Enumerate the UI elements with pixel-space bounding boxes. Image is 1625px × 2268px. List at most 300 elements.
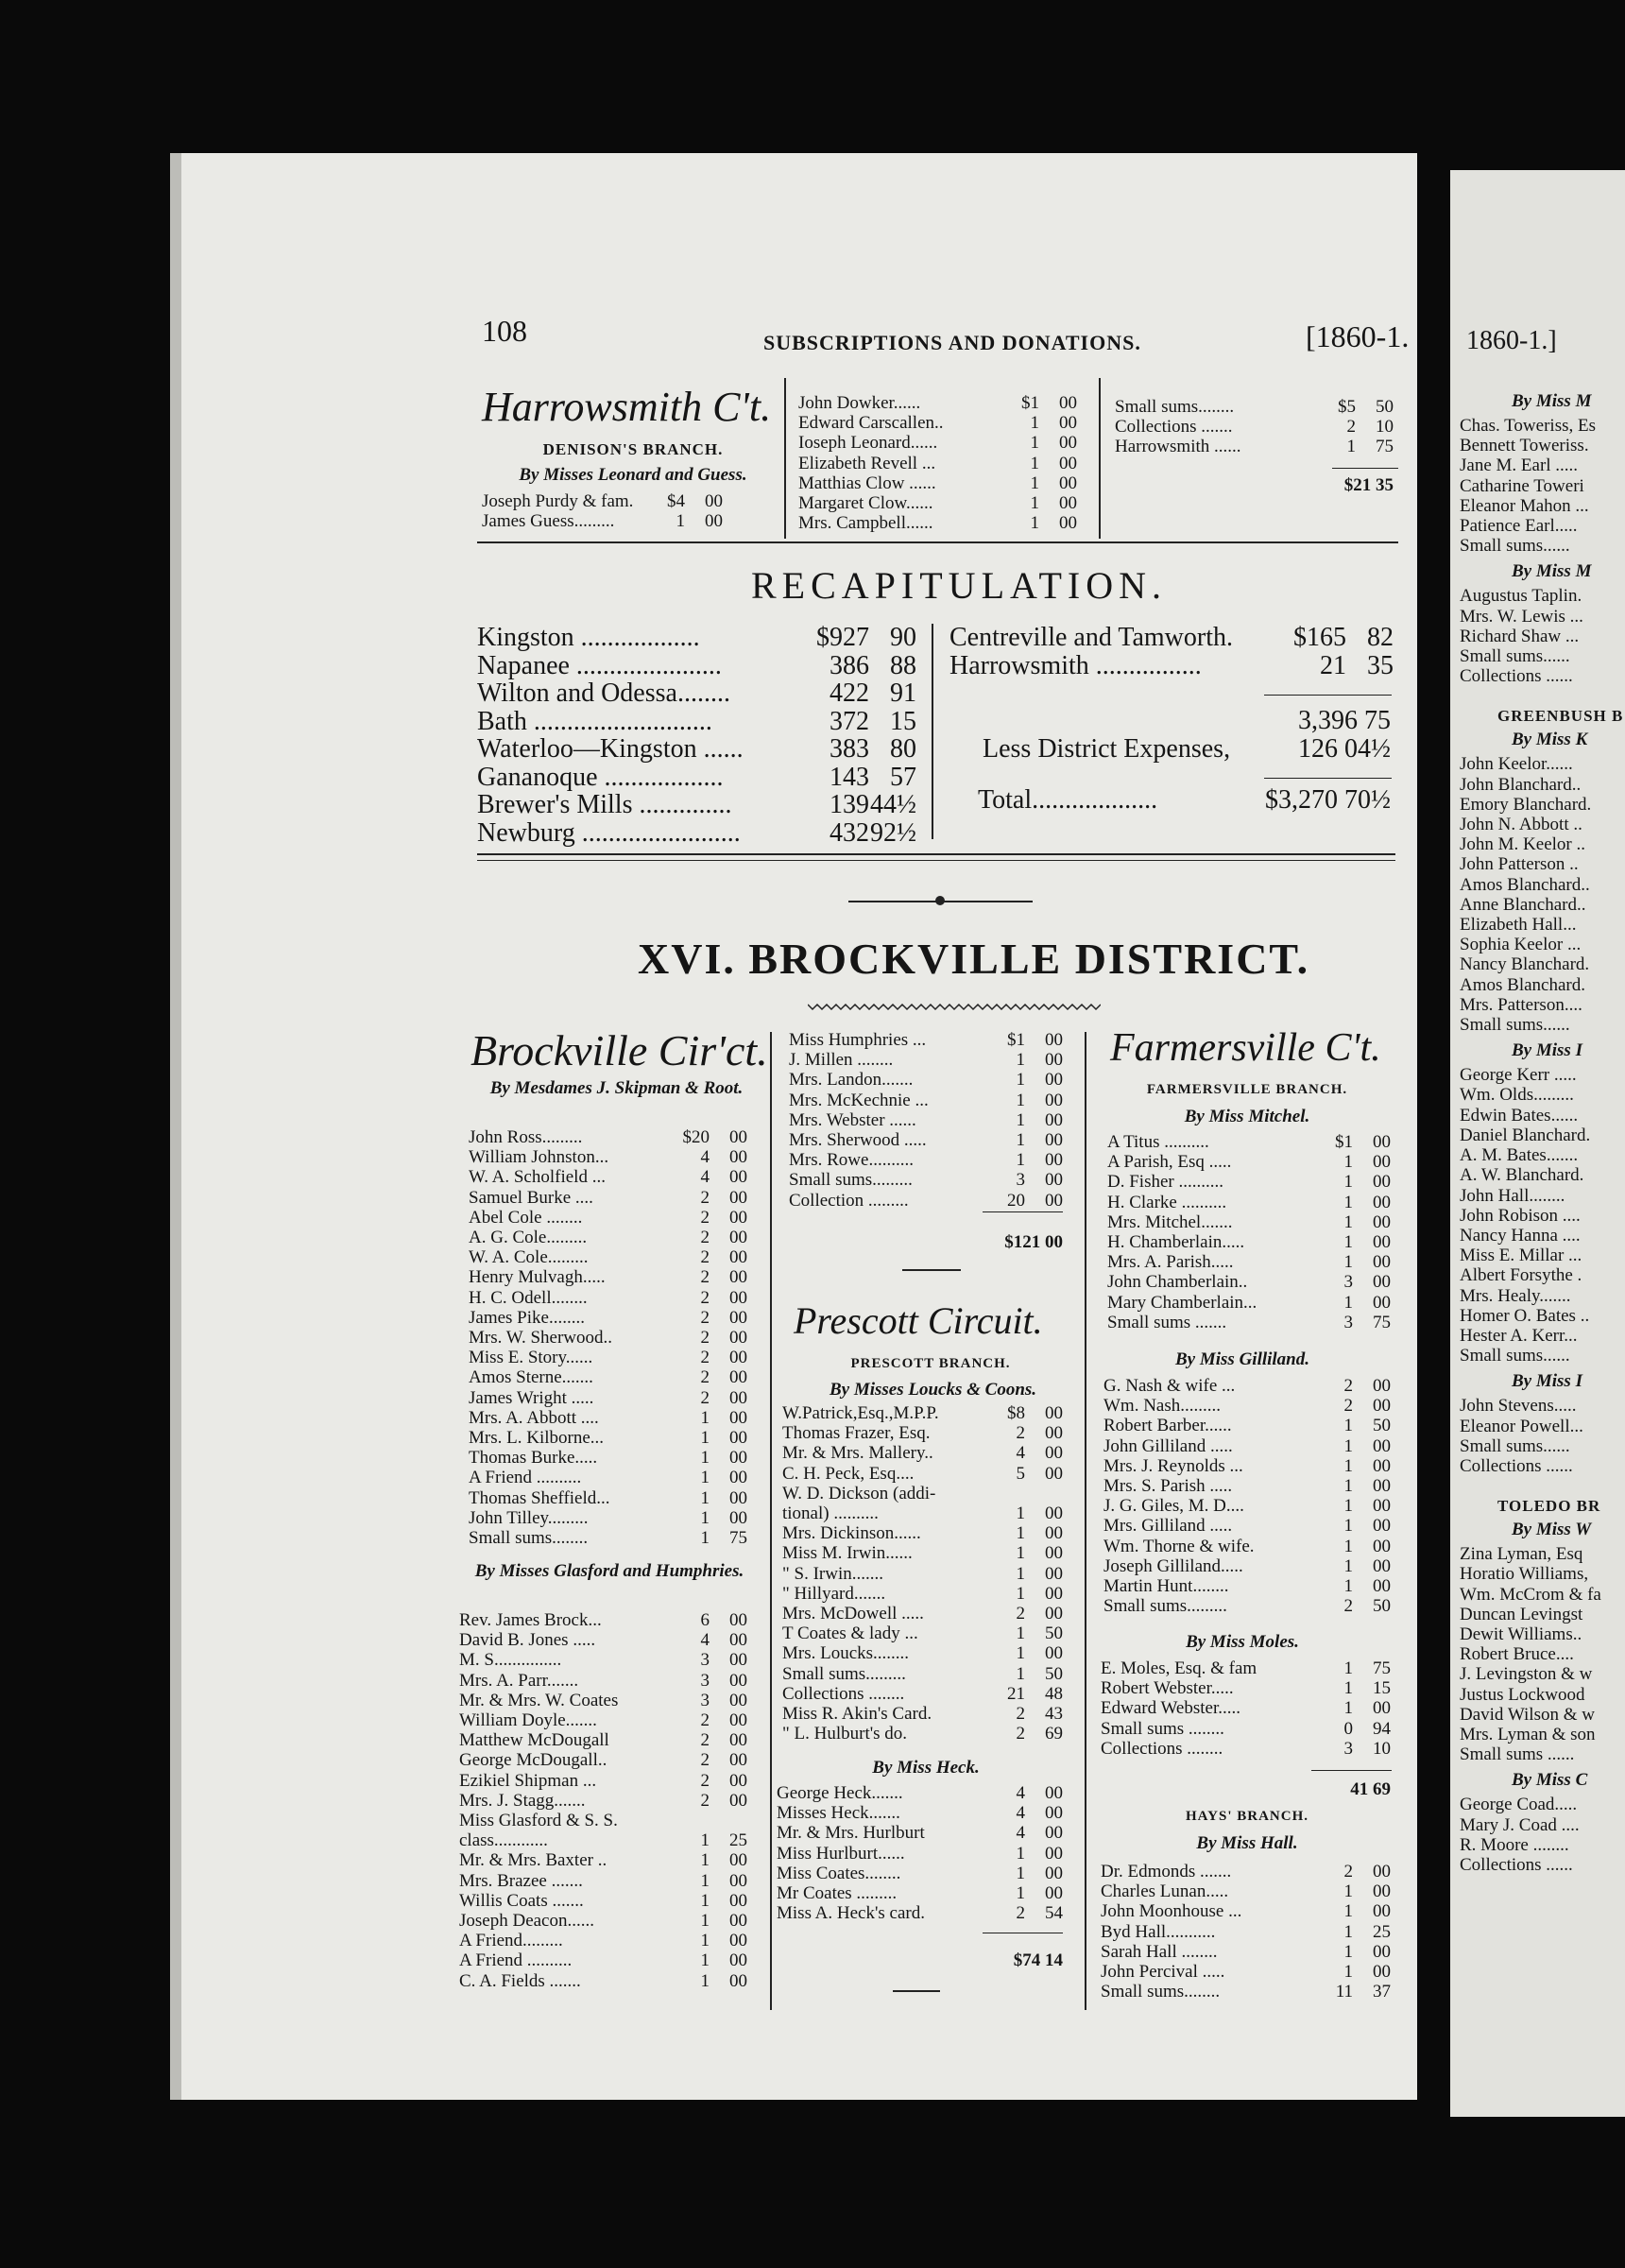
entry-dollars: 1 [700,1487,710,1508]
list-item [482,491,723,511]
entry-dollars: $1 [1007,1030,1025,1050]
entry-name: M. S............... [459,1650,562,1671]
entry-name: A. G. Cole......... [469,1228,588,1248]
entry-name: Thomas Burke..... [469,1448,598,1469]
entry-cents: 00 [1045,1503,1063,1524]
list-item [1103,1596,1391,1616]
entry-dollars: 1 [1016,1863,1025,1883]
entry-name: A Friend .......... [469,1468,582,1488]
entry-cents: 00 [729,1348,747,1368]
list-item: George Kerr ..... [1460,1065,1577,1086]
entry-cents: 00 [729,1911,747,1932]
list-item [469,1247,747,1267]
list-item: Chas. Toweriss, Es [1460,416,1596,436]
list-item [459,1730,747,1750]
entry-dollars: 4 [1016,1823,1025,1844]
entry-dollars: 11 [1335,1982,1353,2002]
list-item [1103,1496,1391,1516]
harrowsmith-collectors: By Misses Leonard and Guess. [519,465,747,485]
entry-dollars: 1 [1030,513,1039,534]
entry-name: Willis Coats ....... [459,1890,584,1911]
entry-dollars: 143 [830,762,869,792]
entry-cents: 10 [1373,1738,1391,1759]
prescott-list-1 [782,1403,1063,1744]
entry-dollars: 1 [1343,1435,1353,1456]
entry-cents: 00 [1373,1455,1391,1476]
entry-cents: 00 [1373,1435,1391,1456]
list-item: Miss E. Millar ... [1460,1246,1582,1266]
list-item [469,1428,747,1448]
brockville-list-2 [459,1610,747,1991]
list-item [1107,1252,1391,1272]
list-item: A. W. Blanchard. [1460,1165,1584,1186]
entry-name: Sarah Hall ........ [1101,1941,1218,1962]
entry-dollars: 2 [1016,1604,1025,1624]
entry-name: John Tilley......... [469,1507,589,1528]
list-item [777,1864,1063,1883]
entry-name: W.Patrick,Esq.,M.P.P. [782,1403,939,1423]
harrowsmith-col1 [482,491,723,531]
entry-dollars: $4 [667,491,685,511]
list-item [469,1167,747,1187]
entry-name: Miss M. Irwin...... [782,1543,913,1564]
list-item [789,1150,1063,1170]
list-item [469,1367,747,1387]
entry-cents: 00 [705,491,723,511]
entry-cents: 44½ [870,790,916,819]
entry-cents: 00 [1373,1396,1391,1417]
entry-name: W. A. Scholfield ... [469,1167,606,1188]
list-item: Small sums...... [1460,1346,1570,1366]
entry-dollars: 1 [1343,1941,1353,1962]
entry-name: James Wright ..... [469,1387,594,1408]
entry-name: Miss Humphries ... [789,1030,927,1050]
entry-cents: 50 [1373,1596,1391,1617]
farmersville-list-2 [1103,1376,1391,1616]
entry-dollars: 1 [1016,1130,1025,1151]
recap-left [477,624,916,847]
list-item [459,1691,747,1710]
entry-dollars: 1 [700,1890,710,1911]
entry-name: Amos Sterne....... [469,1367,593,1388]
entry-dollars: 1 [1016,1070,1025,1091]
entry-name: tional) .......... [782,1503,879,1524]
list-item [782,1604,1063,1624]
list-item [459,1950,747,1970]
entry-dollars: 1 [1343,1152,1353,1173]
list-item [789,1110,1063,1130]
header-year: [1860-1. [1306,319,1410,353]
entry-name: Mrs. Loucks........ [782,1643,910,1664]
list-item [469,1408,747,1428]
list-item [469,1228,747,1247]
entry-dollars: 1 [1343,1496,1353,1517]
list-item [798,473,1077,493]
entry-name: Miss Coates........ [777,1863,901,1883]
entry-cents: 00 [1045,1423,1063,1444]
entry-cents: 00 [729,1407,747,1428]
collectors-label: By Miss W [1512,1520,1592,1540]
list-item [798,393,1077,413]
entry-dollars: 1 [1030,413,1039,434]
entry-dollars: $927 [816,623,869,652]
entry-cents: 54 [1045,1903,1063,1924]
list-item [477,708,916,736]
list-item [949,624,1394,652]
entry-cents: 43 [1045,1704,1063,1725]
entry-cents: 00 [729,1770,747,1791]
entry-cents: 57 [890,762,916,792]
entry-dollars: 2 [1343,1862,1353,1881]
list-item [1107,1313,1391,1332]
entry-dollars: 4 [700,1167,710,1188]
entry-dollars: 5 [1016,1463,1025,1484]
list-item: Mary J. Coad .... [1460,1814,1580,1835]
entry-name: A Parish, Esq ..... [1107,1152,1232,1173]
entry-name: Collections ........ [782,1683,905,1704]
right-list [1460,754,1625,1035]
list-item: Elizabeth Hall... [1460,915,1577,936]
sum-rule [1332,468,1398,469]
entry-name: Kingston .................. [477,624,700,652]
entry-name: Newburg ........................ [477,818,741,847]
entry-name: Henry Mulvagh..... [469,1267,606,1288]
section-rule [477,860,1395,861]
divider [1099,378,1101,539]
list-item [1101,1881,1391,1901]
list-item [469,1448,747,1468]
list-item [798,433,1077,453]
prescott-branch: PRESCOTT BRANCH. [850,1356,1011,1371]
entry-name: H. Chamberlain..... [1107,1232,1245,1253]
entry-name: Mrs. McKechnie ... [789,1090,929,1110]
list-item [782,1584,1063,1604]
entry-dollars: 3 [1016,1170,1025,1191]
entry-dollars: 1 [1343,1455,1353,1476]
entry-name: D. Fisher .......... [1107,1172,1223,1193]
entry-cents: 00 [1373,1211,1391,1232]
entry-dollars: 2 [700,1750,710,1771]
entry-name: Mary Chamberlain... [1107,1292,1257,1313]
entry-dollars: 3 [1343,1272,1353,1293]
list-item: Zina Lyman, Esq [1460,1544,1583,1565]
entry-name: Miss E. Story...... [469,1348,593,1368]
entry-dollars: 139 [830,790,869,819]
list-item [777,1823,1063,1843]
list-item [459,1850,747,1870]
entry-dollars: 1 [1343,1881,1353,1902]
brockville-collectors-2: By Misses Glasford and Humphries. [474,1561,744,1581]
entry-cents: 00 [1373,1252,1391,1273]
list-item: Small sums ...... [1460,1744,1575,1765]
entry-cents: 00 [1373,1132,1391,1152]
entry-cents: 00 [1373,1516,1391,1537]
entry-cents: 35 [1367,650,1394,680]
entry-cents: 88 [890,650,916,680]
entry-name: Mrs. J. Stagg....... [459,1790,586,1811]
entry-name: Mrs. A. Parish..... [1107,1252,1234,1273]
entry-cents: 90 [890,623,916,652]
list-item [789,1170,1063,1190]
entry-cents: 00 [1045,1843,1063,1864]
entry-name: class............ [459,1830,548,1851]
list-item: Robert Bruce.... [1460,1644,1574,1665]
entry-cents: 00 [729,1890,747,1911]
entry-cents: 37 [1373,1982,1391,2002]
list-item [459,1811,747,1830]
entry-dollars: 3 [700,1650,710,1671]
prescott-collectors-2: By Miss Heck. [872,1758,980,1778]
entry-dollars: 2 [700,1730,710,1751]
entry-name: Wilton and Odessa........ [477,679,730,708]
entry-name: Miss Hurlburt...... [777,1843,905,1864]
list-item: Dewit Williams.. [1460,1624,1582,1644]
entry-cents: 00 [1045,1823,1063,1844]
list-item [782,1443,1063,1463]
entry-cents: 00 [729,1750,747,1771]
right-page-content [1460,389,1625,1881]
entry-dollars: 4 [1016,1803,1025,1824]
list-item [777,1803,1063,1823]
entry-name: Elizabeth Revell ... [798,453,936,473]
entry-cents: 00 [1059,513,1077,534]
entry-cents: 75 [1376,437,1394,457]
entry-cents: 00 [1045,1783,1063,1803]
entry-dollars: 2 [1016,1724,1025,1744]
entry-name: H. C. Odell........ [469,1287,588,1308]
entry-name: John Ross......... [469,1127,583,1147]
list-item [1101,1678,1391,1698]
entry-dollars: 4 [700,1147,710,1168]
entry-dollars: 1 [700,1830,710,1851]
list-item: Small sums...... [1460,1435,1570,1456]
entry-cents: 75 [729,1528,747,1549]
list-item: Sophia Keelor ... [1460,935,1582,955]
entry-name: Ioseph Leonard...... [798,433,938,454]
entry-cents: 00 [729,1247,747,1268]
farmersville-list-3 [1101,1658,1391,1759]
collectors-label: By Miss K [1512,730,1588,750]
entry-name: H. Clarke .......... [1107,1192,1227,1212]
entry-dollars: 1 [1343,1476,1353,1497]
entry-name: Joseph Deacon...... [459,1911,594,1932]
entry-cents: 00 [1373,1496,1391,1517]
separator [893,1990,940,1992]
entry-name: Edward Webster..... [1101,1698,1240,1719]
entry-dollars: 1 [1030,433,1039,454]
entry-name: Small sums........ [1101,1982,1221,2002]
entry-cents: 00 [1045,1463,1063,1484]
entry-cents: 00 [1045,1883,1063,1904]
list-item: Justus Lockwood [1460,1684,1585,1705]
entry-cents: 00 [1045,1109,1063,1130]
list-item [459,1791,747,1811]
list-item: J. Levingston & w [1460,1664,1593,1685]
list-item [482,511,723,531]
entry-name: Miss Glasford & S. S. [459,1811,618,1831]
entry-cents: 00 [729,1610,747,1630]
list-item [1103,1456,1391,1476]
list-item [798,513,1077,533]
entry-dollars: 1 [1343,1658,1353,1678]
collectors-label: By Miss C [1512,1770,1588,1791]
entry-name: Mr. & Mrs. Baxter .. [459,1850,607,1871]
entry-name: Napanee ...................... [477,651,722,679]
list-item [459,1650,747,1670]
list-item: Homer O. Bates .. [1460,1305,1590,1326]
farmersville-title: Farmersville C't. [1110,1026,1381,1070]
entry-cents: 00 [1059,493,1077,514]
list-item: Mrs. Healy....... [1460,1285,1571,1306]
entry-cents: 00 [729,1367,747,1388]
entry-name: Centreville and Tamworth. [949,624,1234,652]
list-item [1107,1193,1391,1212]
divider [1085,1032,1086,2010]
collectors-label: By Miss I [1512,1371,1582,1392]
entry-dollars: 1 [700,1528,710,1549]
entry-cents: 00 [729,1650,747,1671]
entry-dollars: 1 [1343,1901,1353,1922]
list-item: John Keelor...... [1460,754,1573,775]
entry-dollars: 1 [1343,1211,1353,1232]
entry-name: Thomas Frazer, Esq. [782,1423,931,1444]
recap-right [949,624,1394,679]
entry-dollars: 1 [1343,1921,1353,1942]
entry-dollars: 6 [700,1610,710,1630]
entry-dollars: 1 [1016,1563,1025,1584]
entry-name: " L. Hulburt's do. [782,1724,908,1744]
entry-dollars: 2 [700,1367,710,1388]
entry-name: Collections ........ [1101,1738,1223,1759]
entry-cents: 00 [1373,1192,1391,1212]
branch-label: TOLEDO BR [1497,1497,1601,1516]
list-item [1103,1576,1391,1596]
list-item [1107,1232,1391,1252]
entry-name: Mr. & Mrs. Hurlburt [777,1823,925,1844]
entry-name: Mrs. A. Abbott .... [469,1407,599,1428]
list-item [477,819,916,848]
list-item: Small sums...... [1460,1015,1570,1036]
entry-name: Ezikiel Shipman ... [459,1770,597,1791]
list-item [459,1671,747,1691]
list-item [782,1643,1063,1663]
list-item [1101,1942,1391,1962]
list-item [1107,1152,1391,1172]
entry-cents: 00 [729,1950,747,1971]
list-item: Catharine Toweri [1460,475,1584,496]
entry-dollars: 1 [1030,453,1039,473]
entry-cents: 48 [1045,1683,1063,1704]
right-list [1460,1795,1625,1875]
entry-dollars: 1 [1343,1576,1353,1597]
harrowsmith-col2 [798,393,1077,533]
entry-cents: 00 [1045,1443,1063,1464]
entry-name: Edward Carscallen.. [798,413,944,434]
entry-dollars: 1 [700,1950,710,1971]
entry-dollars: 1 [1016,1663,1025,1684]
list-item [469,1288,747,1308]
entry-cents: 00 [1045,1170,1063,1191]
entry-dollars: 2 [700,1348,710,1368]
recap-total-label: Total................... [978,785,1158,815]
entry-name: Mrs. Mitchel....... [1107,1211,1233,1232]
entry-dollars: 1 [1343,1536,1353,1556]
recap-expenses: 126 04½ [1298,734,1391,764]
entry-dollars: 1 [1016,1150,1025,1171]
entry-cents: 00 [1045,1090,1063,1110]
list-item [777,1903,1063,1923]
list-item [789,1050,1063,1070]
entry-name: John Gilliland ..... [1103,1435,1233,1456]
entry-name: Charles Lunan..... [1101,1881,1229,1902]
entry-cents: 00 [1373,1152,1391,1173]
right-list [1460,1065,1625,1366]
list-item [477,652,916,680]
entry-cents: 00 [1045,1403,1063,1423]
list-item [1107,1272,1391,1292]
farmersville-collectors-1: By Miss Mitchel. [1184,1107,1310,1126]
entry-cents: 00 [1045,1604,1063,1624]
list-item [469,1147,747,1167]
entry-cents: 00 [729,1207,747,1228]
prescott-total: $74 14 [1013,1950,1063,1970]
list-item: Small sums...... [1460,646,1570,667]
list-item: Amos Blanchard. [1460,974,1585,995]
farmersville-branch: FARMERSVILLE BRANCH. [1146,1082,1348,1097]
entry-name: E. Moles, Esq. & fam [1101,1658,1257,1678]
entry-name: Mrs. Gilliland ..... [1103,1516,1233,1537]
entry-cents: 00 [729,1228,747,1248]
list-item [469,1388,747,1408]
list-item [1103,1516,1391,1536]
list-item: R. Moore ........ [1460,1834,1569,1855]
list-item [469,1508,747,1528]
list-item: Jane M. Earl ..... [1460,455,1579,476]
list-item [782,1624,1063,1643]
entry-cents: 00 [1059,413,1077,434]
entry-cents: 00 [729,1931,747,1951]
entry-name: George Heck....... [777,1783,903,1803]
entry-dollars [984,1484,1025,1503]
prescott-collectors-1: By Misses Loucks & Coons. [829,1380,1037,1400]
list-item: Edwin Bates...... [1460,1105,1579,1125]
divider [932,624,933,839]
list-item [1101,1862,1391,1881]
entry-dollars: 2 [1343,1396,1353,1417]
entry-dollars: 2 [700,1307,710,1328]
entry-cents: 00 [729,1970,747,1991]
hays-list [1101,1862,1391,2002]
list-item [1101,1719,1391,1739]
entry-name: A Friend......... [459,1931,563,1951]
entry-dollars: 386 [830,650,869,680]
entry-name: Small sums......... [789,1170,913,1191]
page-spine [170,153,181,2100]
right-list [1460,586,1625,686]
entry-cents: 00 [1059,472,1077,493]
entry-dollars: 3 [700,1670,710,1691]
entry-cents: 00 [729,1790,747,1811]
entry-name: Mr. & Mrs. W. Coates [459,1690,619,1710]
list-item [789,1070,1063,1090]
entry-name: John Percival ..... [1101,1962,1225,1983]
entry-cents: 00 [729,1307,747,1328]
entry-name: Mr Coates ......... [777,1883,898,1904]
entry-cents: 00 [1373,1698,1391,1719]
entry-dollars: 1 [1343,1416,1353,1436]
sum-rule [983,1211,1063,1212]
list-item: Small sums...... [1460,536,1570,557]
